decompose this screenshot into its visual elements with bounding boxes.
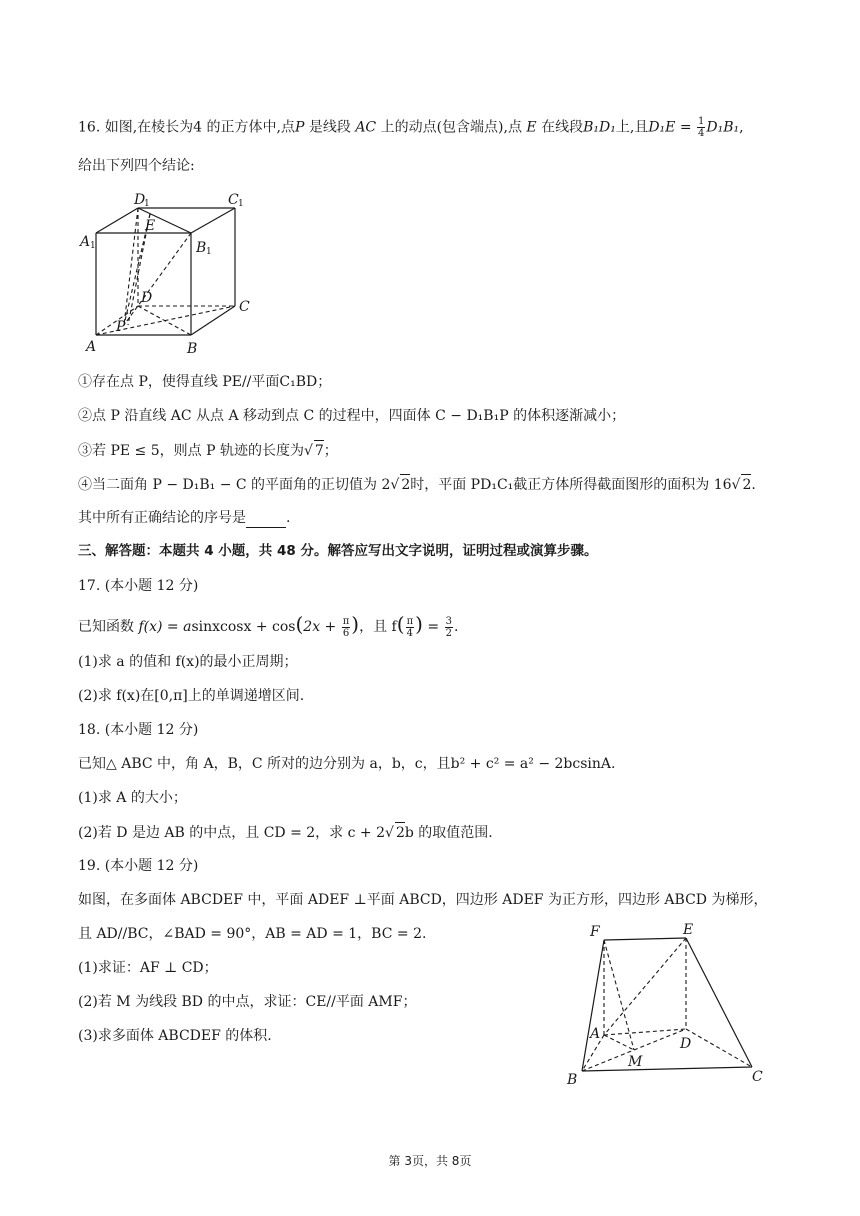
edge-fb — [582, 940, 604, 1071]
q19-part3: (3)求多面体 ABCDEF 的体积. — [78, 1028, 272, 1044]
q17-part2: (2)求 f(x)在[0,π]上的单调递增区间. — [78, 688, 305, 704]
label-m: M — [628, 1054, 643, 1070]
q17-heading: 17. (本小题 12 分) — [78, 578, 199, 594]
label-c: C — [239, 299, 250, 315]
q19-part2: (2)若 M 为线段 BD 的中点，求证：CE//平面 AMF； — [78, 994, 417, 1010]
label-b1: B — [196, 240, 207, 256]
edge-fe — [604, 938, 686, 940]
label-c: C — [752, 1069, 763, 1085]
label-a1: A — [80, 234, 91, 250]
q18-part2: (2)若 D 是边 AB 的中点，且 CD = 2，求 c + 2√ 2b 的取值范围. — [78, 822, 493, 843]
cube-figure — [78, 186, 258, 358]
q19-heading: 19. (本小题 12 分) — [78, 858, 199, 874]
label-b: B — [187, 341, 198, 357]
q16-conclusion-1: ①存在点 P，使得直线 PE//平面C₁BD； — [78, 374, 332, 390]
section-3-heading: 三、解答题：本题共 4 小题，共 48 分。解答应写出文字说明，证明过程或演算步骤。 — [78, 543, 598, 559]
q16-conclusion-3: ③若 PE ≤ 5，则点 P 轨迹的长度为√ 7； — [78, 440, 338, 461]
sqrt-symbol: √ — [731, 477, 741, 493]
q18-part1: (1)求 A 的大小； — [78, 790, 187, 806]
svg-text:1: 1 — [144, 199, 150, 209]
svg-text:1: 1 — [206, 247, 212, 257]
label-b: B — [567, 1072, 578, 1088]
q16-conclusion-4: ④当二面角 P − D₁B₁ − C 的平面角的正切值为 2√ 2时，平面 PD₁C₁截正方体所得截面图形的面积为 16√ 2. — [78, 474, 756, 495]
label-d: D — [680, 1036, 692, 1052]
edge-b1c1 — [191, 208, 235, 233]
q18-heading: 18. (本小题 12 分) — [78, 722, 199, 738]
hidden-line-d1p — [124, 208, 138, 325]
svg-text:1: 1 — [238, 199, 244, 209]
label-a: A — [86, 339, 97, 355]
svg-text:1: 1 — [90, 241, 96, 251]
label-a: A — [590, 1026, 601, 1042]
hidden-line-ea — [604, 938, 686, 1035]
q19-stem-2: 且 AD//BC，∠BAD = 90°，AB = AD = 1，BC = 2. — [78, 926, 427, 942]
answer-blank — [246, 513, 286, 528]
hidden-line-db — [138, 306, 191, 335]
label-d: D — [141, 290, 153, 306]
label-e: E — [683, 922, 694, 938]
fraction-one-quarter: $\frac{1}{4}$ — [698, 116, 705, 139]
hidden-line-am — [604, 1035, 634, 1050]
q16-answer-line: 其中所有正确结论的序号是 . — [78, 510, 291, 526]
q17-part1: (1)求 a 的值和 f(x)的最小正周期； — [78, 654, 298, 670]
sqrt-symbol: √ — [390, 477, 400, 493]
label-e: E — [145, 218, 156, 234]
q16-conclusion-2: ②点 P 沿直线 AC 从点 A 移动到点 C 的过程中，四面体 C − D₁B₁P 的体积逐渐减小； — [78, 408, 626, 424]
label-f: F — [590, 924, 600, 940]
edge-a1d1 — [96, 208, 138, 233]
q18-stem: 已知△ ABC 中，角 A，B，C 所对的边分别为 a，b，c，且b² + c² = a² − 2bcsinA. — [78, 756, 616, 772]
label-p: P — [116, 319, 126, 335]
q16-line2: 给出下列四个结论: — [78, 158, 195, 174]
q17-stem: 已知函数 f(x) = asinxcosx + cos(2x + $\frac{\pi}{6}$ )，且 f( $\frac{\pi}{4}$ ) = $\frac{3}{2}$ . — [78, 612, 459, 639]
hidden-line-b1p — [124, 233, 191, 325]
q19-stem-1: 如图，在多面体 ABCDEF 中，平面 ADEF ⊥平面 ABCD，四边形 ADEF 为正方形，四边形 ABCD 为梯形， — [78, 892, 768, 908]
polyhedron-figure — [562, 918, 772, 1090]
label-d1: D — [134, 192, 146, 208]
q16-line1: 16. 如图,在棱长为4 的正方体中,点P 是线段 AC 上的动点(包含端点),点 E 在线段B₁D₁上,且D₁E = $\frac{1}{4}$ D₁B₁, — [78, 116, 744, 139]
q19-part1: (1)求证：AF ⊥ CD； — [78, 960, 218, 976]
edge-bc — [582, 1067, 752, 1071]
label-c1: C — [228, 192, 239, 208]
sqrt-symbol: √ — [385, 825, 394, 841]
page-footer: 第 3页，共 8页 — [388, 1154, 472, 1168]
sqrt-symbol: √ — [303, 443, 313, 459]
